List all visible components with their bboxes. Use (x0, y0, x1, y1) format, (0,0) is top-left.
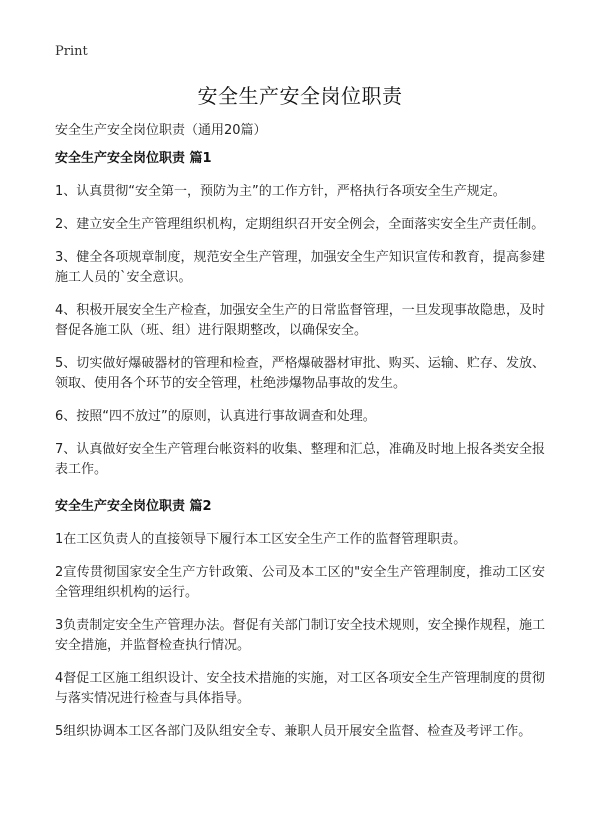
paragraph: 2、建立安全生产管理组织机构，定期组织召开安全例会，全面落实安全生产责任制。 (55, 217, 545, 232)
paragraph: 2宣传贯彻国家安全生产方针政策、公司及本工区的"安全生产管理制度，推动工区安全管理组织机构的运行。 (55, 565, 545, 600)
print-label: Print (55, 44, 88, 59)
paragraph: 4、积极开展安全生产检查，加强安全生产的日常监督管理，一旦发现事故隐患，及时督促各施工队（班、组）进行限期整改，以确保安全。 (55, 303, 545, 338)
paragraph: 3、健全各项规章制度，规范安全生产管理，加强安全生产知识宣传和教育，提高参建施工人员的`安全意识。 (55, 250, 545, 285)
section-heading: 安全生产安全岗位职责 篇1 (55, 151, 212, 166)
paragraph: 1在工区负责人的直接领导下履行本工区安全生产工作的监督管理职责。 (55, 532, 467, 547)
document-subtitle: 安全生产安全岗位职责（通用20篇） (55, 123, 267, 138)
paragraph: 5、切实做好爆破器材的管理和检查，严格爆破器材审批、购买、运输、贮存、发放、领取、使用各个环节的安全管理，杜绝涉爆物品事故的发生。 (55, 356, 545, 391)
page-title: 安全生产安全岗位职责 (197, 84, 403, 108)
paragraph: 7、认真做好安全生产管理台帐资料的收集、整理和汇总，准确及时地上报各类安全报表工作。 (55, 442, 545, 477)
document-body (55, 150, 545, 755)
paragraph: 1、认真贯彻“安全第一，预防为主”的工作方针，严格执行各项安全生产规定。 (55, 184, 506, 199)
paragraph: 4督促工区施工组织设计、安全技术措施的实施，对工区各项安全生产管理制度的贯彻与落实情况进行检查与具体指导。 (55, 671, 545, 706)
section-1 (55, 150, 545, 480)
paragraph: 6、按照“四不放过”的原则，认真进行事故调查和处理。 (55, 409, 376, 424)
section-2 (55, 498, 545, 742)
paragraph: 5组织协调本工区各部门及队组安全专、兼职人员开展安全监督、检查及考评工作。 (55, 724, 532, 739)
section-heading: 安全生产安全岗位职责 篇2 (55, 499, 212, 514)
paragraph: 3负责制定安全生产管理办法。督促有关部门制订安全技术规则，安全操作规程，施工安全措施，并监督检查执行情况。 (55, 618, 545, 653)
